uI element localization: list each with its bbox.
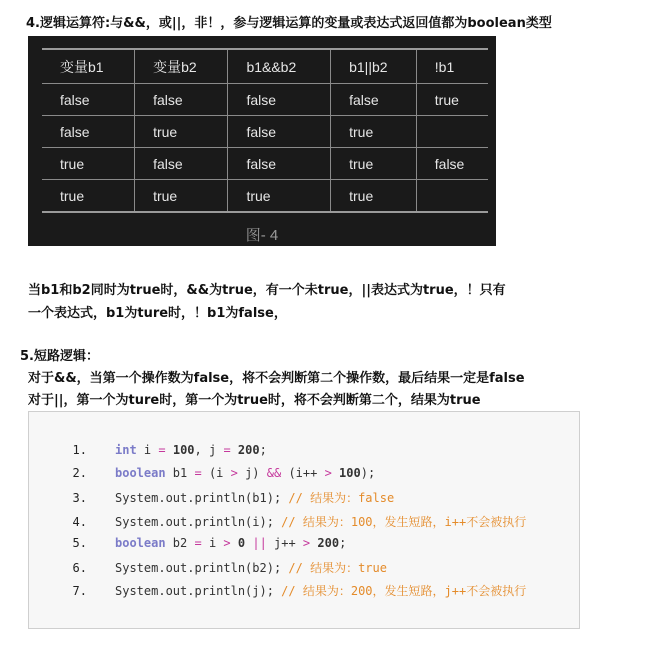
code-token: boolean xyxy=(115,535,166,550)
code-comment: // 结果为：100，发生短路，i++不会被执行 xyxy=(281,514,527,529)
code-line xyxy=(29,443,267,457)
code-token: System.out.println(i); xyxy=(115,514,282,529)
code-token: && xyxy=(266,466,282,481)
code-token: boolean xyxy=(115,466,166,481)
code-token: i xyxy=(201,535,224,550)
table-row xyxy=(42,116,488,148)
table-cell: false xyxy=(331,84,417,116)
table-cell: false xyxy=(135,84,228,116)
code-token: b2 xyxy=(165,535,195,550)
header-cell: 变量b2 xyxy=(135,49,228,84)
paragraph-line: 当b1和b2同时为true时，&&为true，有一个未true，||表达式为true，！只有 xyxy=(28,283,506,298)
table-cell: false xyxy=(42,116,135,148)
code-token: 200 xyxy=(317,535,340,550)
code-token: > xyxy=(324,466,332,481)
header-cell: !b1 xyxy=(416,49,488,84)
truth-table-header-row xyxy=(42,49,488,84)
code-token: = xyxy=(158,443,166,457)
code-token: ; xyxy=(339,535,347,550)
code-comment: // 结果为：200，发生短路，j++不会被执行 xyxy=(281,584,527,599)
table-cell: true xyxy=(416,84,488,116)
code-token: = xyxy=(194,466,202,481)
code-token: (i xyxy=(201,466,231,481)
table-cell: false xyxy=(228,148,331,180)
table-cell: true xyxy=(42,148,135,180)
code-token: 0 xyxy=(237,535,246,550)
table-cell: true xyxy=(135,180,228,213)
code-token xyxy=(332,466,339,480)
table-cell: false xyxy=(135,148,228,180)
header-cell: 变量b1 xyxy=(42,49,135,84)
section-heading-5: 5.短路逻辑： xyxy=(20,349,99,364)
code-token: , j xyxy=(194,443,224,457)
table-cell: false xyxy=(228,116,331,148)
code-token: j++ xyxy=(266,535,303,550)
code-line xyxy=(29,513,526,530)
line-number: 3. xyxy=(72,491,87,506)
line-number: 7. xyxy=(72,584,87,599)
table-cell: true xyxy=(42,180,135,213)
truth-table-figure xyxy=(28,36,496,246)
line-number: 5. xyxy=(72,535,87,550)
code-token: int xyxy=(115,443,137,457)
section-heading-4: 4.逻辑运算符:与&&，或||，非！，参与逻辑运算的变量或表达式返回值都为boolean类型 xyxy=(26,16,552,31)
code-token: b1 xyxy=(165,466,195,481)
code-token: || xyxy=(252,535,267,550)
line-number: 2. xyxy=(72,466,87,481)
code-token: System.out.println(b2); xyxy=(115,561,289,575)
code-line xyxy=(29,466,375,480)
paragraph-line: 对于||，第一个为ture时，第一个为true时，将不会判断第二个，结果为true xyxy=(28,393,481,408)
code-token: > xyxy=(230,466,238,481)
table-cell: true xyxy=(331,148,417,180)
code-line xyxy=(29,559,387,576)
code-token: > xyxy=(223,535,231,550)
table-cell xyxy=(416,180,488,213)
header-cell: b1||b2 xyxy=(331,49,417,84)
table-row xyxy=(42,180,488,213)
code-token: j) xyxy=(237,466,267,481)
table-cell: false xyxy=(42,84,135,116)
code-token xyxy=(231,443,238,457)
truth-table xyxy=(42,48,488,213)
code-block xyxy=(28,411,580,629)
code-comment: // 结果为：true xyxy=(288,561,387,575)
header-cell: b1&&b2 xyxy=(228,49,331,84)
code-token: 200 xyxy=(237,443,260,457)
code-comment: // 结果为：false xyxy=(288,491,395,506)
paragraph-line: 一个表达式，b1为ture时，！b1为false， xyxy=(28,306,287,321)
code-token: > xyxy=(302,535,311,550)
code-line xyxy=(29,536,346,550)
table-cell xyxy=(416,116,488,148)
code-token: 100 xyxy=(172,443,195,457)
line-number: 4. xyxy=(72,514,87,529)
table-cell: false xyxy=(228,84,331,116)
code-line xyxy=(29,489,394,506)
figure-caption: 图- 4 xyxy=(245,227,279,244)
table-cell: true xyxy=(331,116,417,148)
code-token xyxy=(231,536,238,550)
table-cell: true xyxy=(135,116,228,148)
code-token: = xyxy=(194,535,202,550)
code-token: ); xyxy=(360,466,376,481)
code-token: ; xyxy=(259,443,267,457)
table-cell: true xyxy=(228,180,331,213)
code-token: System.out.println(j); xyxy=(115,584,282,599)
table-row xyxy=(42,84,488,116)
code-token: (i++ xyxy=(281,466,325,481)
line-number: 1. xyxy=(72,443,87,457)
table-cell: true xyxy=(331,180,417,213)
table-row xyxy=(42,148,488,180)
code-line xyxy=(29,582,526,599)
code-token: i xyxy=(136,443,159,457)
code-token: System.out.println(b1); xyxy=(115,491,289,506)
line-number: 6. xyxy=(72,561,87,575)
code-token: = xyxy=(223,443,231,457)
code-token: 100 xyxy=(339,466,361,481)
table-cell: false xyxy=(416,148,488,180)
paragraph-line: 对于&&，当第一个操作数为false，将不会判断第二个操作数，最后结果一定是false xyxy=(28,371,525,386)
code-token xyxy=(166,443,173,457)
